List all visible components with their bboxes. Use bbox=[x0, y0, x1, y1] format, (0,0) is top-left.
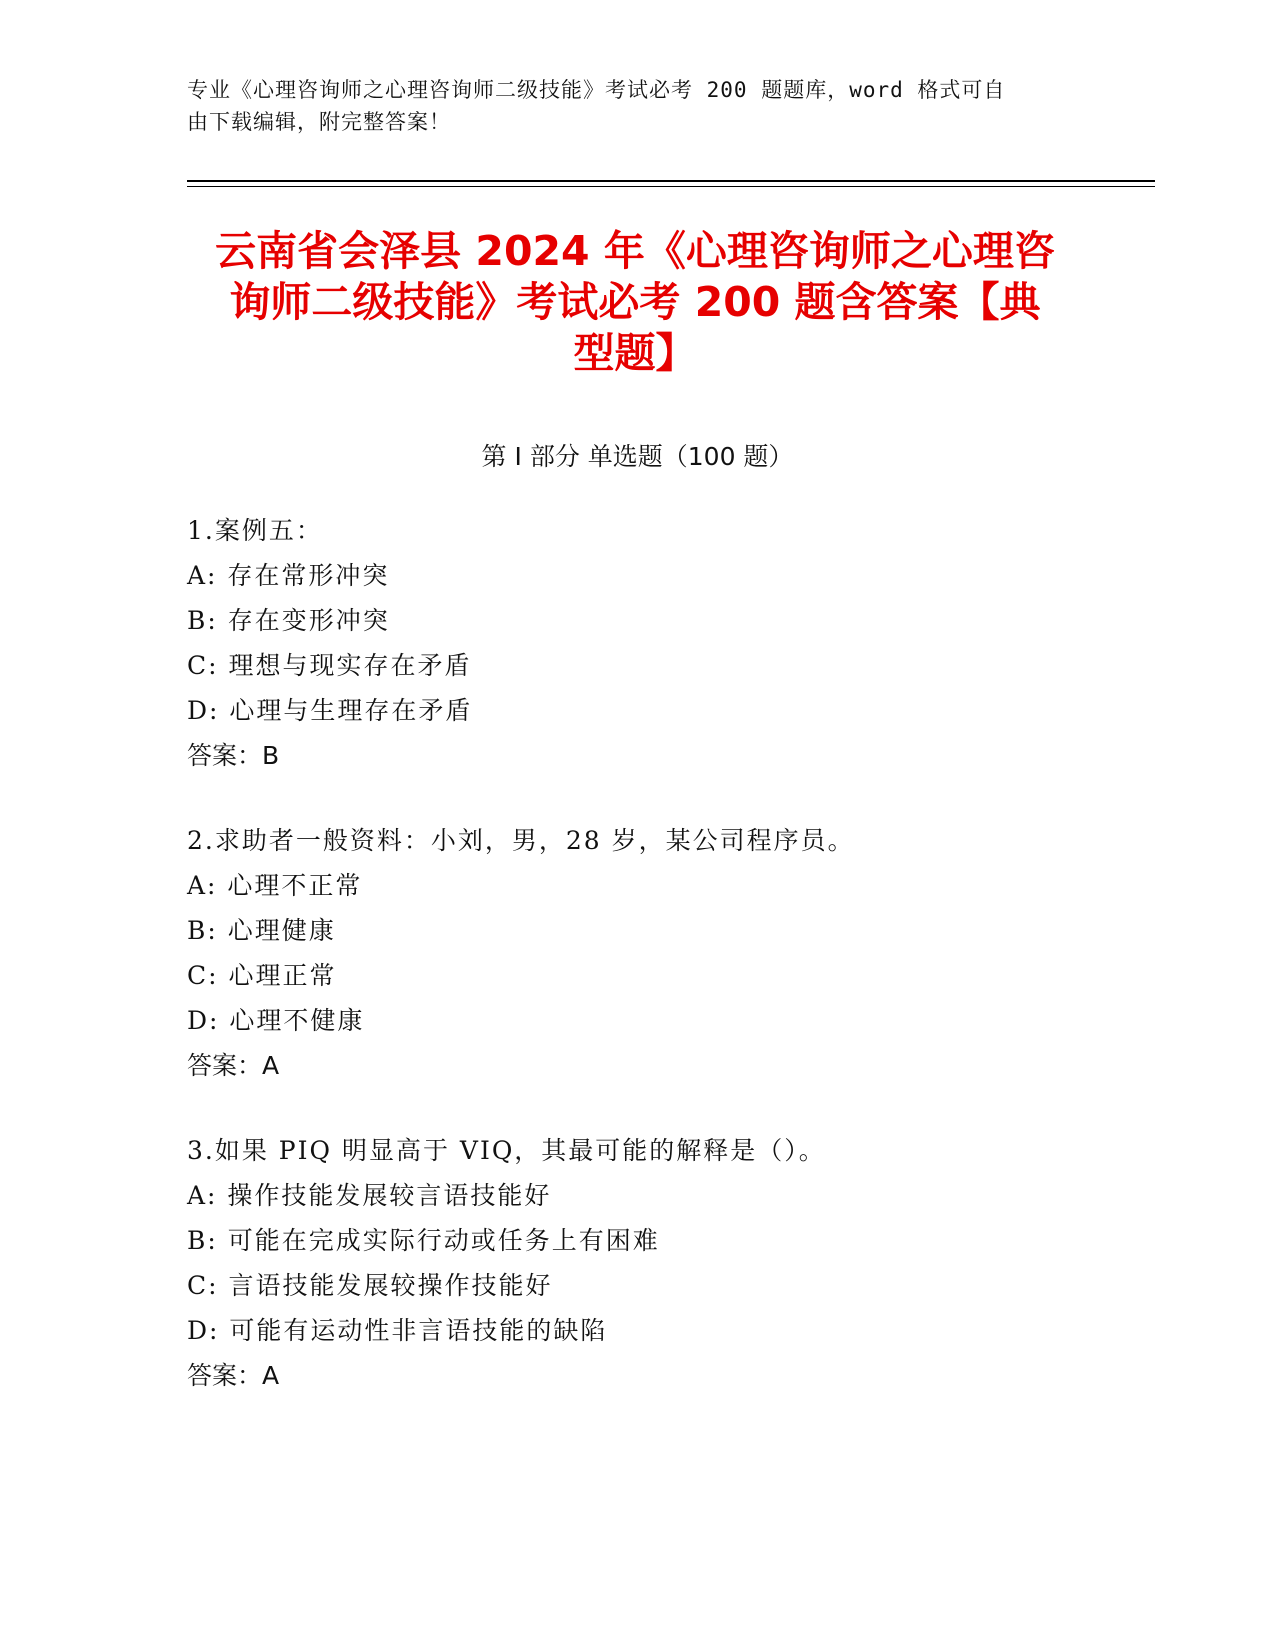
option-c: C: 理想与现实存在矛盾 bbox=[187, 651, 472, 680]
option-a: A: 心理不正常 bbox=[187, 871, 363, 900]
question-stem: 2.求助者一般资料：小刘，男，28 岁，某公司程序员。 bbox=[187, 826, 855, 855]
question-stem: 3.如果 PIQ 明显高于 VIQ，其最可能的解释是（）。 bbox=[187, 1136, 826, 1165]
option-b: B: 可能在完成实际行动或任务上有困难 bbox=[187, 1226, 660, 1255]
header-note bbox=[187, 74, 1067, 138]
answer: 答案：A bbox=[187, 1051, 280, 1080]
option-a: A: 操作技能发展较言语技能好 bbox=[187, 1181, 552, 1210]
option-d: D: 心理不健康 bbox=[187, 1006, 365, 1035]
document-title-line-3: 型题】 bbox=[573, 329, 697, 377]
header-divider-thin bbox=[187, 186, 1155, 187]
answer: 答案：A bbox=[187, 1361, 280, 1390]
option-c: C: 心理正常 bbox=[187, 961, 337, 990]
option-b: B: 心理健康 bbox=[187, 916, 336, 945]
header-note-line-2: 由下载编辑，附完整答案！ bbox=[187, 110, 451, 134]
section-heading: 第 I 部分 单选题（100 题） bbox=[481, 442, 794, 471]
question-3 bbox=[187, 1128, 1147, 1398]
question-stem: 1.案例五： bbox=[187, 516, 323, 545]
question-2 bbox=[187, 818, 1147, 1088]
option-d: D: 心理与生理存在矛盾 bbox=[187, 696, 473, 725]
option-d: D: 可能有运动性非言语技能的缺陷 bbox=[187, 1316, 608, 1345]
answer: 答案：B bbox=[187, 741, 280, 770]
document-title-line-1: 云南省会泽县 2024 年《心理咨询师之心理咨 bbox=[215, 227, 1055, 275]
document-title-line-2: 询师二级技能》考试必考 200 题含答案【典 bbox=[229, 278, 1041, 326]
option-c: C: 言语技能发展较操作技能好 bbox=[187, 1271, 553, 1300]
header-divider-thick bbox=[187, 180, 1155, 182]
option-b: B: 存在变形冲突 bbox=[187, 606, 390, 635]
question-1 bbox=[187, 508, 1147, 778]
option-a: A: 存在常形冲突 bbox=[187, 561, 390, 590]
document-title bbox=[180, 226, 1090, 379]
header-note-line-1: 专业《心理咨询师之心理咨询师二级技能》考试必考 200 题题库，word 格式可自 bbox=[187, 78, 1006, 102]
